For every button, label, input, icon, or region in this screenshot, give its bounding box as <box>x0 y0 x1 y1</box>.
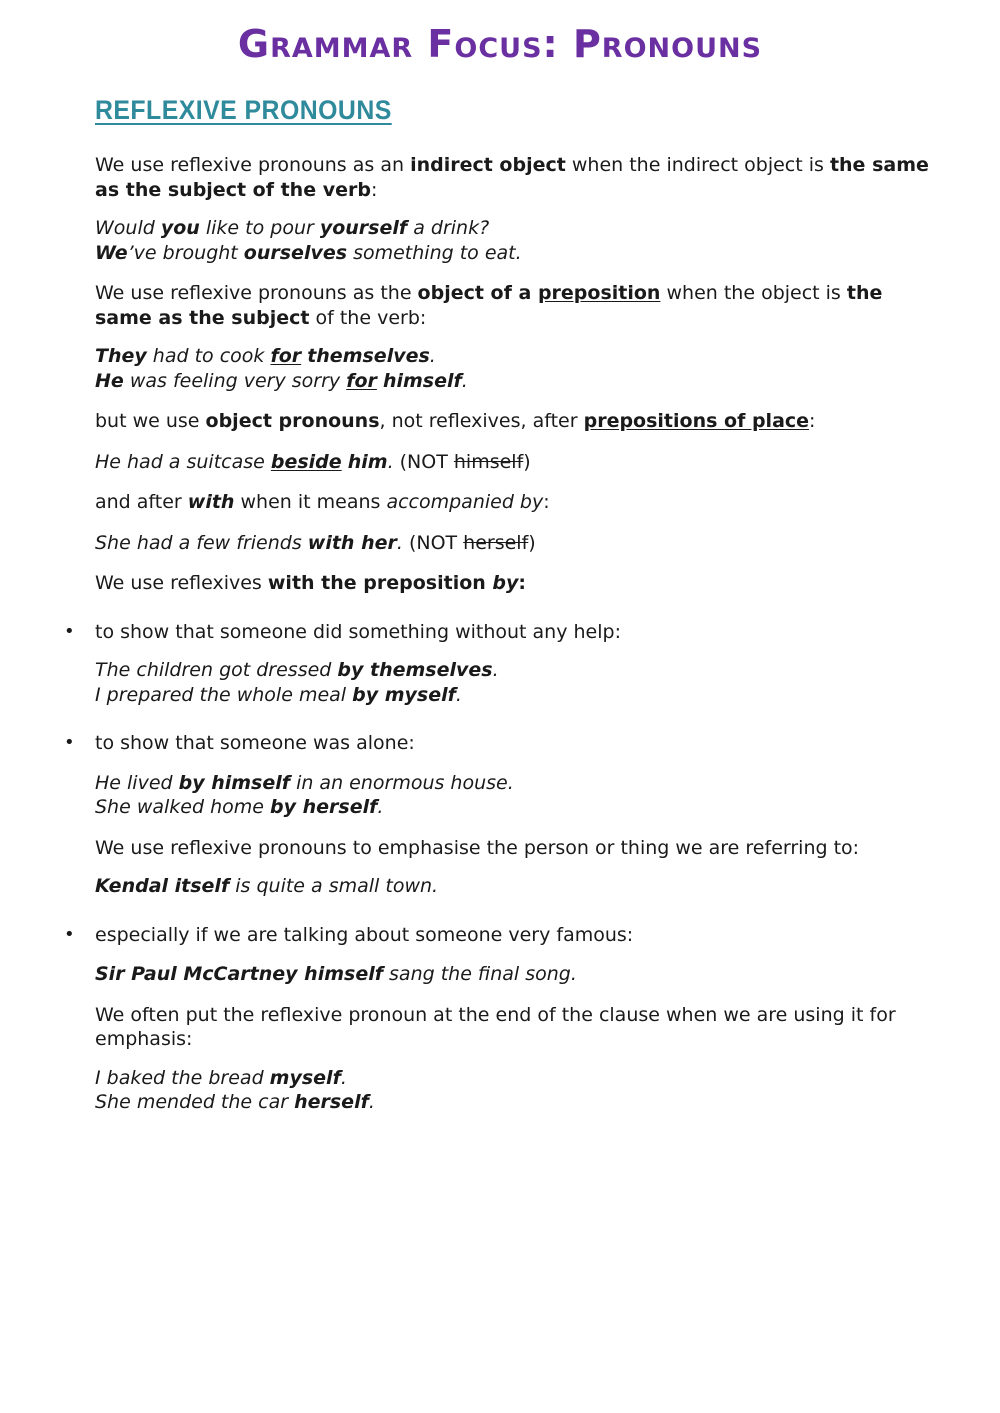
example-indirect-object: Would you like to pour yourself a drink? We’ve brought ourselves something to eat. <box>95 217 522 264</box>
rule-indirect-object: We use reflexive pronouns as an indirect object when the indirect object is the same as the subject of the verb: <box>95 154 929 201</box>
example-with: She had a few friends with her. (NOT herself) <box>95 531 536 554</box>
bullet-without-help: • to show that someone did something without any help: <box>95 620 945 645</box>
example-emphasis: Kendal itself is quite a small town. <box>95 875 439 897</box>
page-title: Grammar Focus: Pronouns <box>237 22 763 66</box>
document-body <box>95 153 945 1115</box>
rule-preposition-object: We use reflexive pronouns as the object of a preposition when the object is the same as the subject of the verb: <box>95 282 883 329</box>
bullet-alone: • to show that someone was alone: <box>95 731 945 756</box>
bullet-famous: • especially if we are talking about someone very famous: <box>95 923 945 948</box>
example-preposition-of-place: He had a suitcase beside him. (NOT himself) <box>95 450 531 473</box>
example-end-of-clause: I baked the bread myself. She mended the car herself. <box>95 1066 375 1113</box>
example-without-help: The children got dressed by themselves. I prepared the whole meal by myself. <box>95 659 499 706</box>
example-preposition-object: They had to cook for themselves. He was feeling very sorry for himself. <box>95 345 468 392</box>
rule-prepositions-of-place: but we use object pronouns, not reflexives, after prepositions of place: <box>95 410 816 432</box>
example-alone: He lived by himself in an enormous house. She walked home by herself. <box>95 771 514 818</box>
rule-with: and after with when it means accompanied by: <box>95 491 550 513</box>
section-heading: REFLEXIVE PRONOUNS <box>95 95 392 125</box>
rule-end-of-clause: We often put the reflexive pronoun at the end of the clause when we are using it for emphasis: <box>95 1003 896 1050</box>
example-famous: Sir Paul McCartney himself sang the final song. <box>95 963 577 985</box>
rule-emphasis: We use reflexive pronouns to emphasise the person or thing we are referring to: <box>95 836 860 859</box>
rule-by: We use reflexives with the preposition by: <box>95 572 527 594</box>
